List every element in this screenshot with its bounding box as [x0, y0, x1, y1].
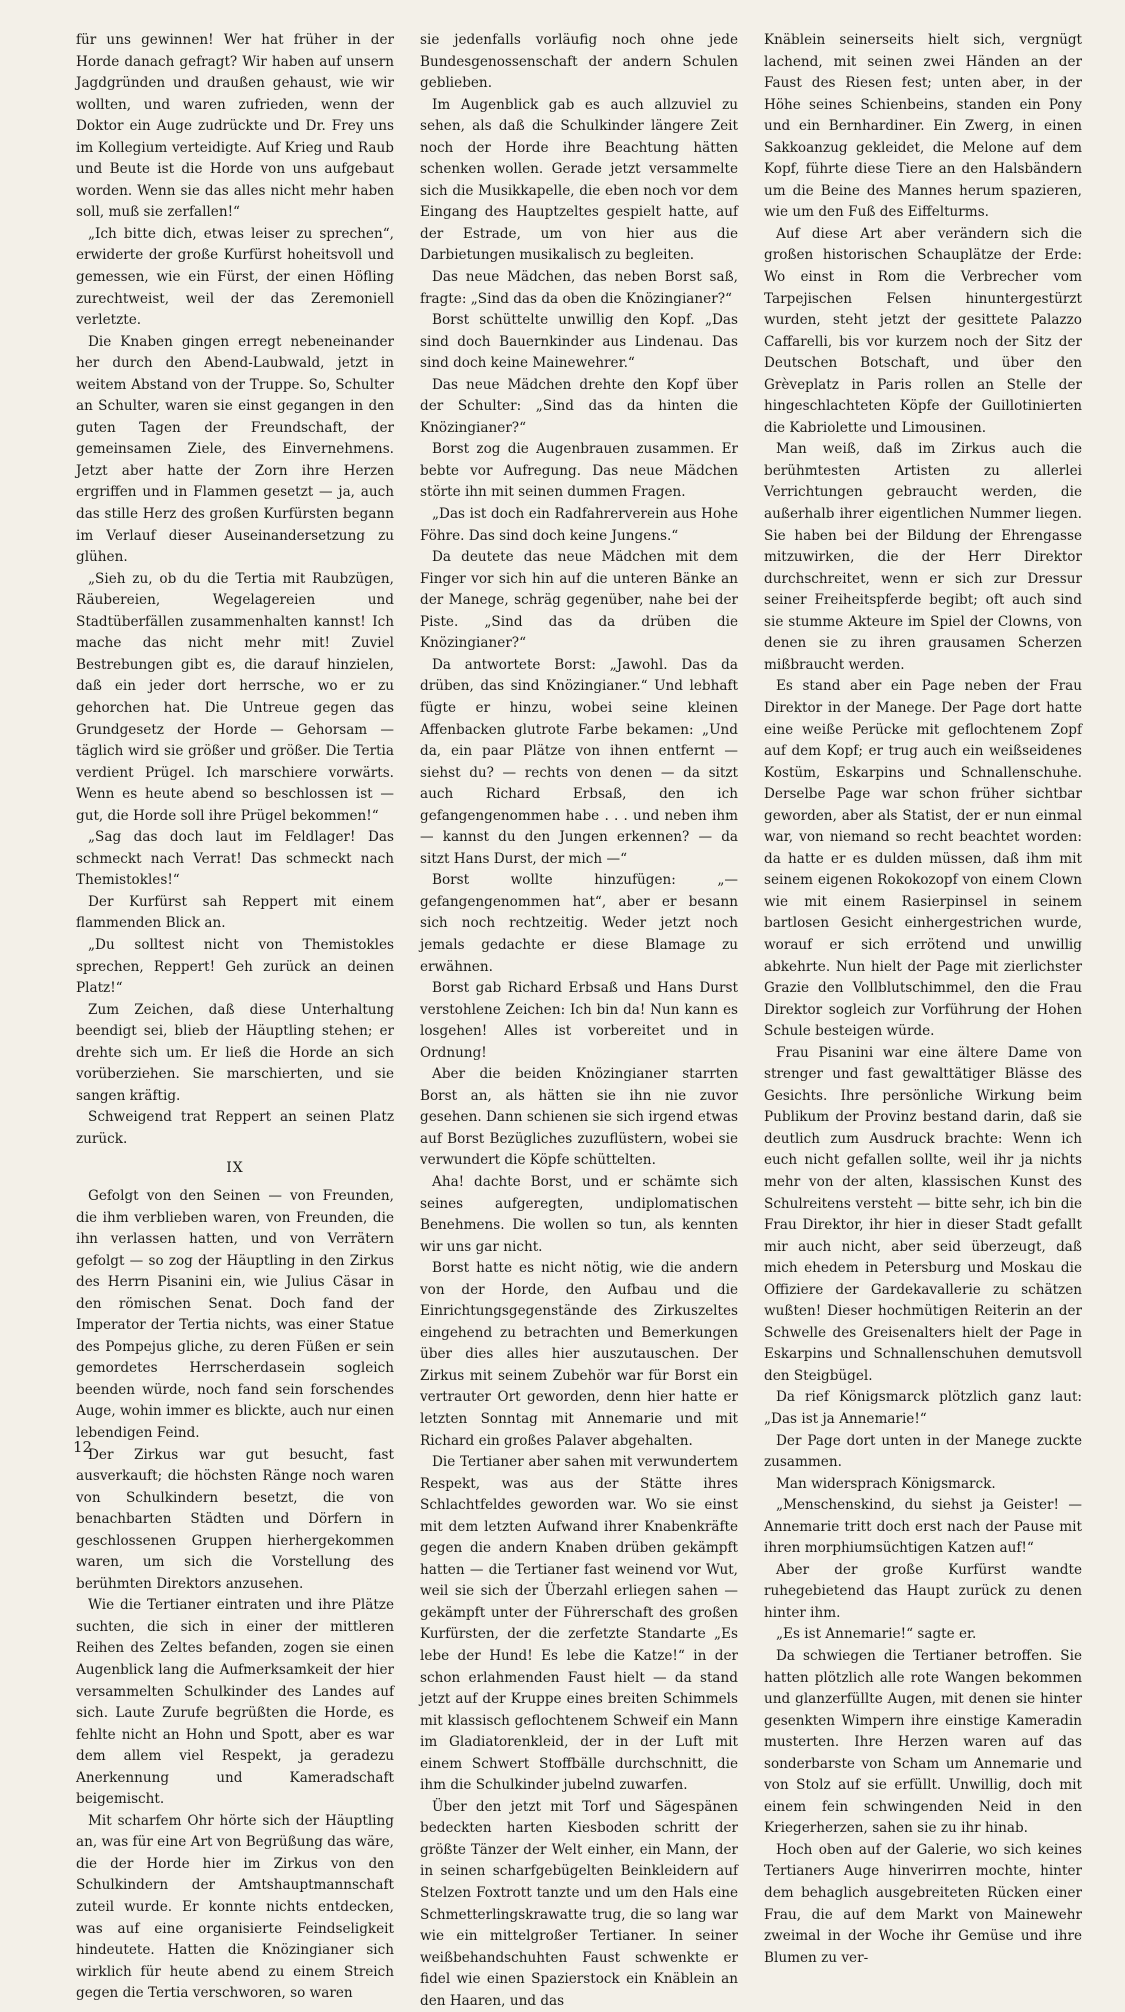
paragraph: sie jedenfalls vorläufig noch ohne jede Bundesgenossenschaft der andern Schulen geblieben.: [420, 32, 738, 92]
paragraph: Borst zog die Augenbrauen zusammen. Er bebte vor Aufregung. Das neue Mädchen störte ihn mit seinen dummen Fragen.: [420, 441, 738, 501]
paragraph: Borst schüttelte unwillig den Kopf. „Das sind doch Bauernkinder aus Lindenau. Das sind doch keine Mainewehrer.“: [420, 312, 738, 372]
paragraph: Das neue Mädchen drehte den Kopf über der Schulter: „Sind das da hinten die Knözingianer?“: [420, 376, 738, 436]
paragraph: Schweigend trat Reppert an seinen Platz zurück.: [76, 1109, 394, 1147]
paragraph: Knäblein seinerseits hielt sich, vergnügt lachend, mit seinen zwei Händen an der Faust des Riesen fest; unten aber, in der Höhe seines Schienbeins, standen ein Pony und ein Bernhardiner. Ein Zwerg, in einen Sakkoanzug gekleidet, die Melone auf dem Kopf, führte diese Tiere an den Halsbändern um die Beine des Mannes herum spazieren, wie um den Fuß des Eiffelturms.: [764, 32, 1082, 221]
paragraph: Man widersprach Königsmarck.: [776, 1475, 996, 1492]
paragraph: Borst gab Richard Erbsaß und Hans Durst verstohlene Zeichen: Ich bin da! Nun kann es losgehen! Alles ist vorbereitet und in Ordnung!: [420, 980, 738, 1061]
paragraph: Der Page dort unten in der Manege zuckte zusammen.: [764, 1432, 1082, 1471]
paragraph: „Sag das doch laut im Feldlager! Das schmeckt nach Verrat! Das schmeckt nach Themistokles!“: [76, 829, 394, 889]
paragraph: „Ich bitte dich, etwas leiser zu sprechen“, erwiderte der große Kurfürst hoheitsvoll und gemessen, wie ein Fürst, der einen Höfling zurechtweist, weil der das Zeremoniell verletzte.: [76, 225, 394, 329]
paragraph: „Das ist doch ein Radfahrerverein aus Hohe Föhre. Das sind doch keine Jungens.“: [420, 506, 738, 544]
paragraph: Gefolgt von den Seinen — von Freunden, die ihm verblieben waren, von Freunden, die ihn verlassen hatten, und von Verrätern gefolgt — so zog der Häuptling in den Zirkus des Herrn Pisanini ein, wie Julius Cäsar in den römischen Senat. Doch fand der Imperator der Tertia nichts, was einer Statue des Pompejus gliche, zu deren Füßen er sein gemordetes Herrscherdasein sogleich beenden würde, noch fand sein forschendes Auge, wohin immer es blickte, auch nur einen lebendigen Feind.: [76, 1187, 394, 1441]
paragraph: Es stand aber ein Page neben der Frau Direktor in der Manege. Der Page dort hatte eine weiße Perücke mit geflochtenem Zopf auf dem Kopf; er trug auch ein weißseidenes Kostüm, Eskarpins und Schnallenschuhe. Derselbe Page war schon früher sichtbar geworden, aber als Statist, der er nun einmal war, von niemand so recht beachtet worden: da hatte er es dulden müssen, daß ihm mit seinem eigenen Rokokozopf von einem Clown wie mit einem Rasierpinsel in seinem bartlosen Gesicht einhergestrichen wurde, worauf er sich errötend und unwillig abkehrte. Nun hielt der Page mit zierlichster Grazie den Vollblutschimmel, den die Frau Direktor sogleich zur Vorführung der Hohen Schule besteigen würde.: [764, 678, 1082, 1040]
paragraph: Das neue Mädchen, das neben Borst saß, fragte: „Sind das da oben die Knözingianer?“: [420, 269, 738, 307]
paragraph: Aber der große Kurfürst wandte ruhegebietend das Haupt zurück zu denen hinter ihm.: [764, 1561, 1082, 1621]
paragraph: „Es ist Annemarie!“ sagte er.: [776, 1626, 977, 1643]
paragraph: Die Knaben gingen erregt nebeneinander her durch den Abend-Laubwald, jetzt in weitem Abstand von der Truppe. So, Schulter an Schulter, waren sie einst gegangen in den guten Tagen der Freundschaft, der gemeinsamen Ziele, des Einvernehmens. Jetzt aber hatte der Zorn ihre Herzen ergriffen und in Flammen gesetzt — ja, auch das stille Herz des großen Kurfürsten begann im Verlauf dieser Auseinandersetzung zu glühen.: [76, 333, 394, 566]
paragraph: Da schwiegen die Tertianer betroffen. Sie hatten plötzlich alle rote Wangen bekommen und glanzerfüllte Augen, mit denen sie hinter gesenkten Wimpern ihre einstige Kameradin musterten. Ihre Herzen waren auf das sonderbarste von Scham um Annemarie und von Stolz auf sie erfüllt. Unwillig, doch mit einem fein schwingenden Neid in den Kriegerherzen, sahen sie zu ihr hinab.: [764, 1648, 1082, 1837]
text-column-2: [420, 30, 738, 2012]
paragraph: „Menschenskind, du siehst ja Geister! — Annemarie tritt doch erst nach der Pause mit ihren morphiumsüchtigen Katzen auf!“: [764, 1497, 1082, 1557]
paragraph: Der Zirkus war gut besucht, fast ausverkauft; die höchsten Ränge noch waren von Schulkindern besetzt, die von benachbarten Städten und Dörfern in geschlossenen Gruppen hierhergekommen waren, um sich die Vorstellung des berühmten Direktors anzusehen.: [76, 1446, 394, 1592]
paragraph: „Sieh zu, ob du die Tertia mit Raubzügen, Räubereien, Wegelagereien und Stadtüberfällen zusammenhalten kannst! Ich mache das nicht mehr mit! Zuviel Bestrebungen gibt es, die darauf hinzielen, daß ein jeder dort herrsche, wo er zu gehorchen hat. Die Untreue gegen das Grundgesetz der Horde — Gehorsam — täglich wird sie größer und größer. Die Tertia verdient Prügel. Ich marschiere vorwärts. Wenn es heute abend so beschlossen ist — gut, die Horde soll ihre Prügel bekommen!“: [76, 570, 394, 824]
text-column-1: [76, 30, 394, 2005]
paragraph: für uns gewinnen! Wer hat früher in der Horde danach gefragt? Wir haben auf unsern Jagdgründen und draußen gehaust, wie wir wollten, und waren zufrieden, wenn der Doktor ein Auge zudrückte und Dr. Frey uns im Kollegium verteidigte. Auf Krieg und Raub und Beute ist die Horde von uns aufgebaut worden. Wenn sie das alles nicht mehr haben soll, muß sie zerfallen!“: [76, 32, 394, 221]
paragraph: Die Tertianer aber sahen mit verwundertem Respekt, was aus der Stätte ihres Schlachtfeldes geworden war. Wo sie einst mit dem letzten Aufwand ihrer Knabenkräfte gegen die andern Knaben drüben gekämpft hatten — die Tertianer fast weinend vor Wut, weil sie sich der Überzahl erliegen sahen — gekämpft unter der Führerschaft des großen Kurfürsten, der die zerfetzte Standarte „Es lebe der Hund! Es lebe die Katze!“ in der schon erlahmenden Faust hielt — da stand jetzt auf der Kruppe eines breiten Schimmels mit klassisch geflochtenem Schweif ein Mann im Gladiatorenkleid, der in der Luft mit einem Schwert Stoffbälle durchschnitt, die ihm die Schulkinder jubelnd zuwarfen.: [420, 1454, 738, 1794]
paragraph: Hoch oben auf der Galerie, wo sich keines Tertianers Auge hinverirren mochte, hinter dem behaglich ausgebreiteten Rücken einer Frau, die auf dem Markt von Mainewehr zweimal in der Woche ihr Gemüse und ihre Blumen zu ver-: [764, 1841, 1082, 1966]
text-column-3: [764, 30, 1082, 1969]
paragraph: Borst hatte es nicht nötig, wie die andern von der Horde, den Aufbau und die Einrichtungsgegenstände des Zirkuszeltes eingehend zu betrachten und Bemerkungen über dies alles hier auszutauschen. Der Zirkus mit seinem Zubehör war für Borst ein vertrauter Ort geworden, denn hier hatte er letzten Sonntag mit Annemarie und mit Richard ein großes Palaver abgehalten.: [420, 1260, 738, 1449]
paragraph: Über den jetzt mit Torf und Sägespänen bedeckten harten Kiesboden schritt der größte Tänzer der Welt einher, ein Mann, der in seinen scharfgebügelten Beinkleidern auf Stelzen Foxtrott tanzte und um den Hals eine Schmetterlingskrawatte trug, die so lang war wie ein mittelgroßer Tertianer. In seiner weißbehandschuhten Faust schwenkte er fidel wie einen Spazierstock ein Knäblein an den Haaren, und das: [420, 1798, 738, 2009]
paragraph: Aber die beiden Knözingianer starrten Borst an, als hätten sie ihn nie zuvor gesehen. Dann schienen sie sich irgend etwas auf Borst Bezügliches zuzuflüstern, wobei sie verwundert die Köpfe schüttelten.: [420, 1066, 738, 1169]
paragraph: Wie die Tertianer eintraten und ihre Plätze suchten, die sich in einer der mittleren Reihen des Zeltes befanden, zogen sie einen Augenblick lang die Aufmerksamkeit der hier versammelten Schulkinder des Landes auf sich. Laute Zurufe begrüßten die Horde, es fehlte nicht an Hohn und Spott, aber es war dem allem viel Respekt, ja geradezu Anerkennung und Kameradschaft beigemischt.: [76, 1597, 394, 1808]
paragraph: Der Kurfürst sah Reppert mit einem flammenden Blick an.: [76, 893, 394, 932]
paragraph: Im Augenblick gab es auch allzuviel zu sehen, als daß die Schulkinder längere Zeit noch der Horde ihre Beachtung hätten schenken wollen. Gerade jetzt versammelte sich die Musikkapelle, die eben noch vor dem Eingang des Hauptzeltes gespielt hatte, auf der Estrade, um von hier aus die Darbietungen musikalisch zu begleiten.: [420, 96, 738, 264]
paragraph: Man weiß, daß im Zirkus auch die berühmtesten Artisten zu allerlei Verrichtungen gebraucht werden, die außerhalb ihrer eigentlichen Nummer liegen. Sie haben bei der Bildung der Ehrengasse mitzuwirken, die der Herr Direktor durchschreitet, wenn er sich zur Dressur seiner Freiheitspferde begibt; oft auch sind sie stumme Akteure im Spiel der Clowns, von denen sie zu ihren grausamen Scherzen mißbraucht werden.: [764, 441, 1082, 673]
paragraph: Da antwortete Borst: „Jawohl. Das da drüben, das sind Knözingianer.“ Und lebhaft fügte er hinzu, wobei seine kleinen Affenbacken glutrote Farbe bekamen: „Und da, ein paar Plätze von ihnen entfernt — siehst du? — rechts von denen — da sitzt auch Richard Erbsaß, den ich gefangengenommen habe . . . und neben ihm — kannst du den Jungen erkennen? — da sitzt Hans Durst, der mich —“: [420, 656, 738, 867]
paragraph: „Du solltest nicht von Themistokles sprechen, Reppert! Geh zurück an deinen Platz!“: [76, 936, 394, 997]
paragraph: Da rief Königsmarck plötzlich ganz laut: „Das ist ja Annemarie!“: [764, 1389, 1082, 1427]
paragraph: Da deutete das neue Mädchen mit dem Finger vor sich hin auf die unteren Bänke an der Manege, schräg gegenüber, nahe bei der Piste. „Sind das da drüben die Knözingianer?“: [420, 549, 738, 652]
paragraph: Mit scharfem Ohr hörte sich der Häuptling an, was für eine Art von Begrüßung das wäre, die der Horde hier im Zirkus von den Schulkindern der Amtshauptmannschaft zuteil wurde. Er konnte nichts entdecken, was auf eine organisierte Feindseligkeit hindeutete. Hatten die Knözingianer sich wirklich für heute abend zu einem Streich gegen die Tertia verschworen, so waren: [76, 1812, 395, 2002]
page-number: 12: [73, 1438, 93, 1456]
chapter-heading: IX: [226, 1160, 244, 1177]
paragraph: Frau Pisanini war eine ältere Dame von strenger und fast gewalttätiger Blässe des Gesichts. Ihre persönliche Wirkung beim Publikum der Provinz bestand darin, daß sie deutlich zum Ausdruck brachte: Wenn ich euch nicht gefallen sollte, weil ihr ja nichts mehr von der alten, klassischen Kunst des Schulreitens versteht — bitte sehr, ich bin die Frau Direktor, ihr hier in dieser Stadt gefallt mir auch nicht, aber seid überzeugt, daß mich ehedem in Petersburg und Moskau die Offiziere der Gardekavallerie zu schätzen wußten! Dieser hochmütigen Reiterin an der Schwelle des Greisenalters hielt der Page in Eskarpins und Schnallenschuhen demutsvoll den Steigbügel.: [764, 1044, 1082, 1384]
paragraph: Aha! dachte Borst, und er schämte sich seines aufgeregten, undiplomatischen Benehmens. Die wollen so tun, als kennten wir uns gar nicht.: [420, 1173, 738, 1255]
paragraph: Zum Zeichen, daß diese Unterhaltung beendigt sei, blieb der Häuptling stehen; er drehte sich um. Er ließ die Horde an sich vorüberziehen. Sie marschierten, und sie sangen kräftig.: [76, 1001, 394, 1104]
paragraph: Auf diese Art aber verändern sich die großen historischen Schauplätze der Erde: Wo einst in Rom die Verbrecher vom Tarpejischen Felsen hinuntergestürzt wurden, steht jetzt der gesittete Palazzo Caffarelli, bis vor kurzem noch der Sitz der Deutschen Botschaft, und über den Grèveplatz in Paris rollen an Stelle der hingeschlachteten Köpfe der Guillotinierten die Kabriolette und Limousinen.: [764, 225, 1082, 436]
paragraph: Borst wollte hinzufügen: „— gefangengenommen hat“, aber er besann sich noch rechtzeitig. Weder jetzt noch jemals gedachte er diese Blamage zu erwähnen.: [420, 872, 738, 975]
